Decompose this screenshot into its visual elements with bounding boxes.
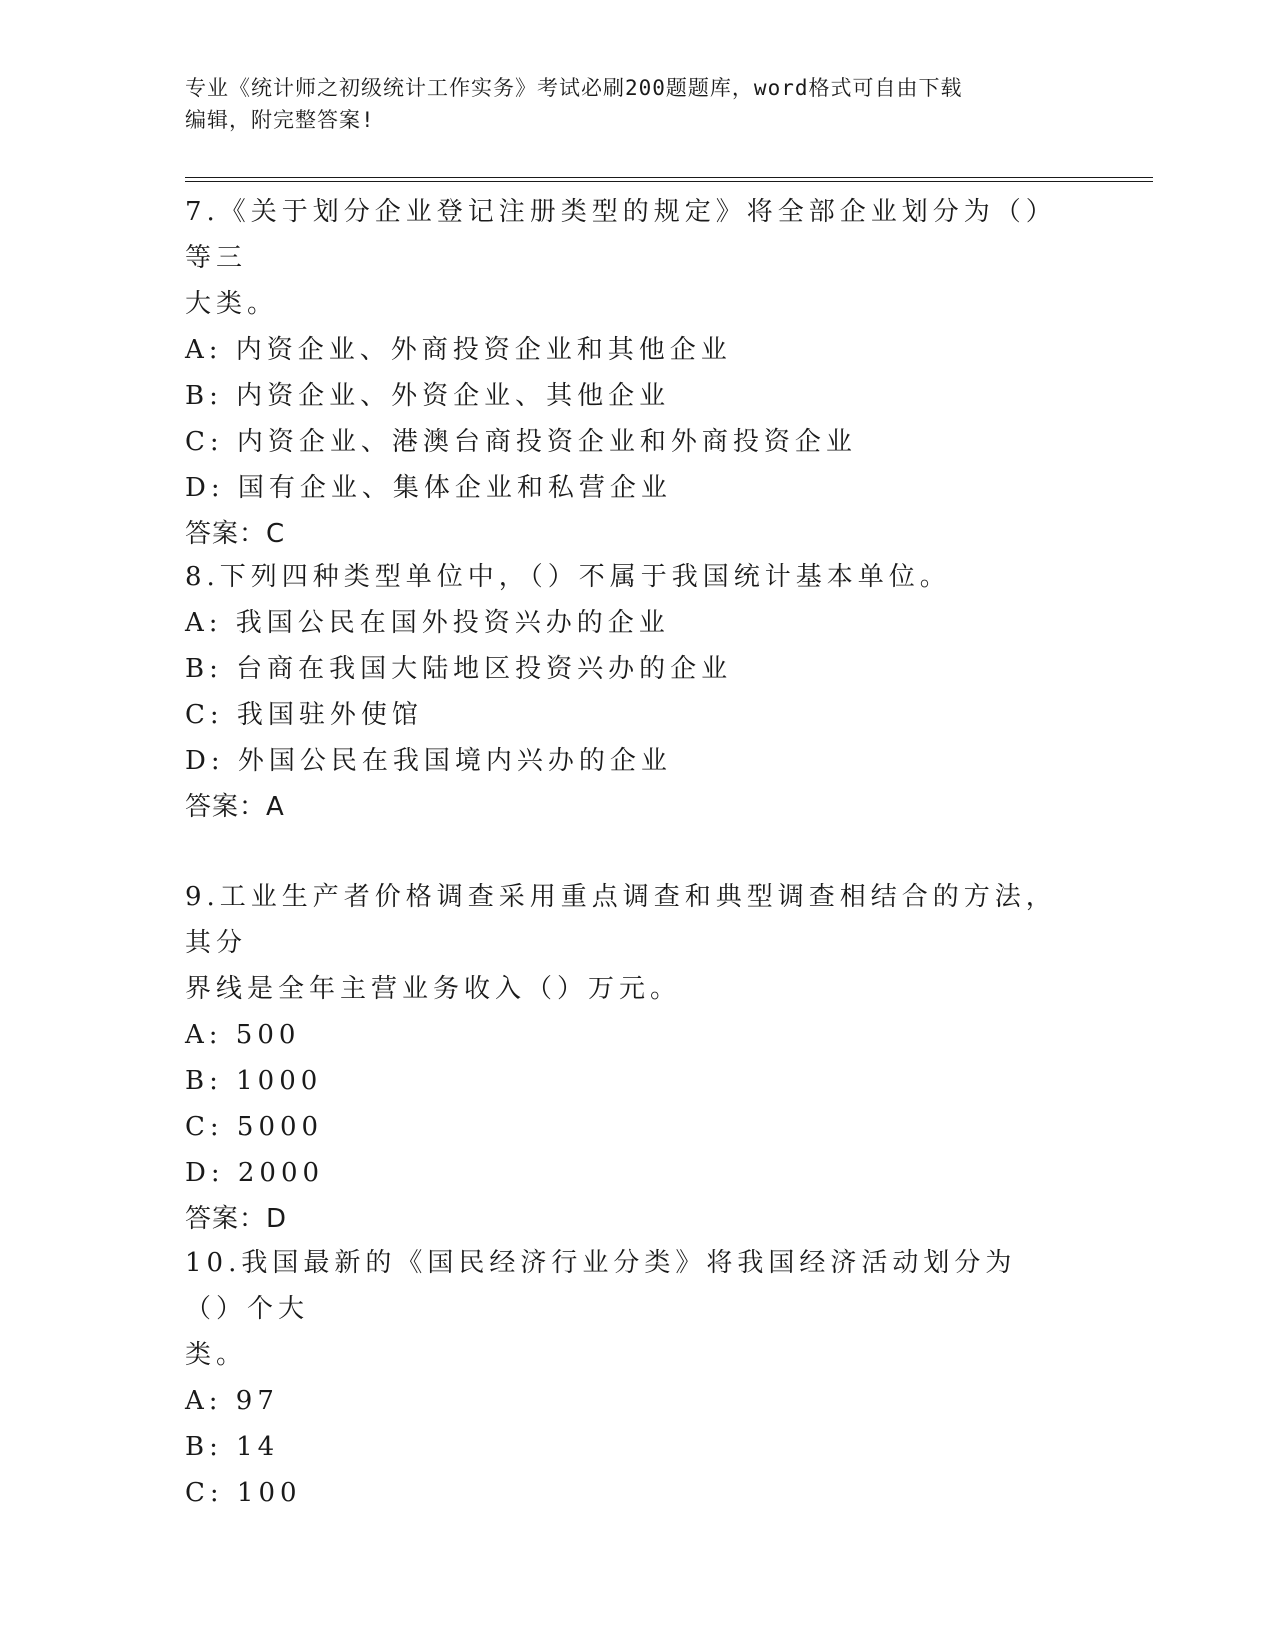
option-d: D: 2000 [185, 1158, 325, 1188]
option-b: B: 台商在我国大陆地区投资兴办的企业 [185, 654, 733, 684]
question-stem-continued: 界线是全年主营业务收入（）万元。 [185, 974, 682, 1004]
answer: 答案：D [185, 1204, 288, 1234]
option-c: C: 5000 [185, 1112, 324, 1142]
question-stem: 7.《关于划分企业登记注册类型的规定》将全部企业划分为（）等三 [185, 197, 1057, 273]
option-b: B: 内资企业、外资企业、其他企业 [185, 381, 671, 411]
header-divider-top [185, 177, 1153, 178]
option-a: A: 内资企业、外商投资企业和其他企业 [185, 335, 732, 365]
answer: 答案：A [185, 792, 285, 822]
option-b: B: 1000 [185, 1066, 323, 1096]
header-line-2: 编辑，附完整答案! [185, 108, 375, 132]
option-a: A: 500 [185, 1020, 301, 1050]
option-d: D: 国有企业、集体企业和私营企业 [185, 473, 672, 503]
question-stem: 8.下列四种类型单位中，（）不属于我国统计基本单位。 [185, 562, 951, 592]
header-divider-bottom [185, 181, 1153, 182]
option-a: A: 我国公民在国外投资兴办的企业 [185, 608, 670, 638]
question-10 [185, 1240, 1065, 1516]
question-8 [185, 554, 1065, 830]
question-stem: 9.工业生产者价格调查采用重点调查和典型调查相结合的方法，其分 [185, 882, 1057, 958]
document-header [185, 72, 1065, 136]
question-9 [185, 874, 1065, 1242]
question-stem-continued: 类。 [185, 1340, 248, 1370]
question-stem-continued: 大类。 [185, 289, 279, 319]
option-c: C: 内资企业、港澳台商投资企业和外商投资企业 [185, 427, 857, 457]
answer: 答案：C [185, 519, 286, 549]
option-b: B: 14 [185, 1432, 280, 1462]
option-c: C: 100 [185, 1478, 302, 1508]
header-line-1: 专业《统计师之初级统计工作实务》考试必刷200题题库，word格式可自由下载 [185, 76, 963, 100]
option-d: D: 外国公民在我国境内兴办的企业 [185, 746, 672, 776]
option-c: C: 我国驻外使馆 [185, 700, 423, 730]
question-stem: 10.我国最新的《国民经济行业分类》将我国经济活动划分为（）个大 [185, 1248, 1017, 1324]
option-a: A: 97 [185, 1386, 279, 1416]
question-7 [185, 189, 1065, 557]
